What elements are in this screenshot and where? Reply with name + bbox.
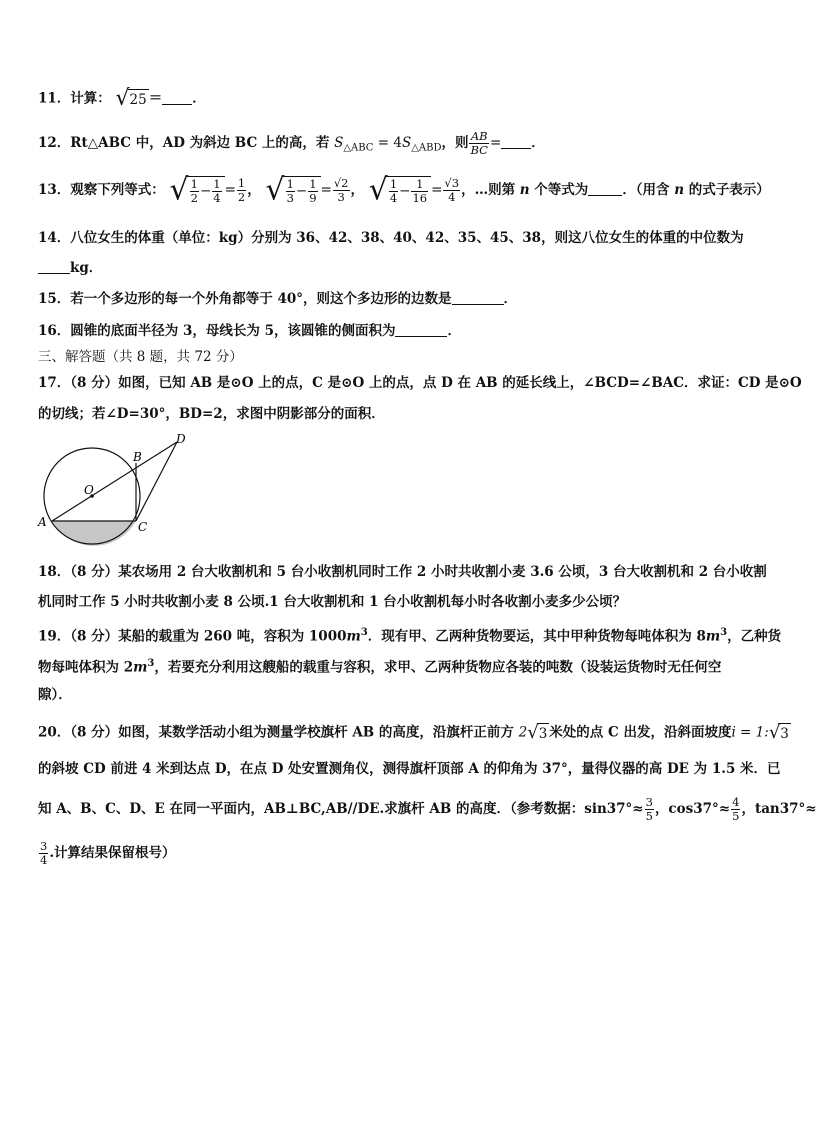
q13-tail2: 个等式为 — [529, 182, 589, 198]
q12-eq2: = — [489, 135, 502, 151]
q13-e3-r-num: √3 — [444, 176, 460, 190]
q13-e2-r-num: √2 — [333, 176, 349, 190]
q19-line1b: ．现有甲、乙两种货物要运，其中甲种货物每吨体积为 8 — [367, 628, 706, 645]
q17-figure — [30, 430, 200, 552]
q12-end: ． — [531, 135, 545, 151]
q12-blank — [501, 134, 531, 149]
question-17-line2: 的切线；若∠D=30°，BD=2，求图中阴影部分的面积． — [38, 406, 385, 422]
q19-sup1: 3 — [360, 627, 368, 638]
label-a: A — [38, 515, 47, 529]
q16-end: ． — [447, 323, 461, 339]
q19-line2a: 物每吨体积为 2 — [38, 659, 134, 676]
q20-rad1: 3 — [537, 723, 550, 743]
q13-tail4: 的式子表示） — [684, 182, 770, 198]
q20-cos-num: 4 — [732, 795, 740, 809]
q12-s-abd-sub: △ABD — [411, 142, 442, 154]
q20-line1b: 米处的点 C 出发，沿斜面坡度 — [549, 724, 732, 741]
q20-cos-den: 5 — [732, 809, 740, 823]
q11-eq: ＝ — [148, 90, 163, 107]
question-20-line3 — [38, 796, 817, 823]
q13-eq3-sqrt: √ $\frac{1}{4}$ − $\frac{1}{16}$ — [369, 176, 431, 205]
q12-s-abc-sub: △ABC — [343, 142, 374, 154]
q19-line1a: 19．（8 分）某船的载重为 260 吨，容积为 1000 — [38, 628, 347, 645]
q12-s-abd: S — [401, 135, 412, 151]
question-20-line1: 20．（8 分）如图，某数学活动小组为测量学校旗杆 AB 的高度，沿旗杆正前方 2√3 米处的点 C 出发，沿斜面坡度i = 1:√3 — [38, 722, 789, 743]
q13-lead: 观察下列等式： — [70, 182, 165, 198]
q20-line1a: 20．（8 分）如图，某数学活动小组为测量学校旗杆 AB 的高度，沿旗杆正前方 — [38, 724, 519, 741]
question-18-line1: 18．（8 分）某农场用 2 台大收割机和 5 台小收割机同时工作 2 小时共收割小麦 3.6 公顷，3 台大收割机和 2 台小收割 — [38, 564, 767, 580]
q20-tan-num: 3 — [40, 839, 48, 853]
question-16 — [38, 322, 461, 340]
q13-tail1: ，…则第 — [461, 182, 520, 198]
q13-var2: n — [674, 182, 685, 198]
q16-text: 16．圆锥的底面半径为 3，母线长为 5，该圆锥的侧面积为 — [38, 323, 396, 339]
section-3-heading: 三、解答题（共 8 题，共 72 分） — [38, 349, 243, 365]
label-c: C — [138, 520, 148, 534]
q13-number: 13． — [38, 182, 71, 198]
q11-end: ． — [192, 90, 206, 107]
q13-tail3: ．（用含 — [622, 182, 675, 198]
question-15 — [38, 290, 517, 308]
question-17-line1: 17．（8 分）如图，已知 AB 是⊙O 上的点，C 是⊙O 上的点，点 D 在 AB 的延长线上，∠BCD=∠BAC．求证：CD 是⊙O — [38, 375, 802, 391]
q13-e1-b-num: 1 — [213, 177, 221, 191]
q19-sup3: 3 — [147, 658, 155, 669]
question-20-line4 — [38, 840, 176, 867]
q20-sin-num: 3 — [645, 795, 653, 809]
q19-line2b: ，若要充分利用这艘船的载重与容积，求甲、乙两种货物应各装的吨数（设装运货物时无任何空 — [154, 659, 722, 676]
q19-unit3: m — [133, 659, 148, 676]
q20-line3a: 知 A、B、C、D、E 在同一平面内，AB⊥BC,AB//DE.求旗杆 AB 的高度．（参考数据：sin37°≈ — [38, 801, 644, 817]
q15-blank — [452, 290, 504, 305]
q13-e3-b-num: 1 — [411, 178, 428, 192]
q13-var: n — [519, 182, 530, 198]
q11-sqrt: √25 — [115, 86, 147, 111]
q19-sup2: 3 — [720, 627, 728, 638]
q13-e2-a-num: 1 — [286, 177, 294, 191]
q13-e2-r-den: 3 — [337, 190, 345, 204]
label-b: B — [133, 450, 142, 464]
q12-s-abc: S — [334, 135, 344, 151]
q12-text1: Rt△ABC 中，AD 为斜边 BC 上的高，若 — [70, 135, 335, 151]
q13-e1-r-num: 1 — [237, 176, 246, 190]
question-12 — [38, 130, 545, 158]
label-d: D — [176, 432, 186, 446]
q13-e1-a-num: 1 — [190, 177, 198, 191]
q13-e3-a-num: 1 — [389, 177, 398, 191]
question-13: 13．观察下列等式： √ $\frac{1}{2}$ − $\frac{1}{4}$ = $\frac{1}{2}$ ， √ $\frac{1}{3}$ − $\frac{1}{9}$ = $\frac{√2}{3}$ ， √ $\frac{1}{4}$ − $\frac{1}{16}$ = $\frac{√3}{4}$ ，…则第 n 个等式为 ．（用含 n 的式子表示） — [38, 172, 770, 208]
q13-eq2-sqrt: √ $\frac{1}{3}$ − $\frac{1}{9}$ — [265, 176, 320, 205]
q20-slope: i = 1: — [731, 724, 769, 741]
q12-frac-den: BC — [470, 143, 488, 157]
line-cd — [136, 442, 177, 521]
q13-e1-b-den: 4 — [213, 191, 221, 205]
q11-number: 11． — [38, 90, 71, 107]
question-19-line2 — [38, 655, 721, 677]
q20-coef: 2 — [518, 724, 528, 741]
q13-e1-r-den: 2 — [237, 190, 246, 204]
q13-e3-a-den: 4 — [389, 191, 398, 205]
q20-sin-den: 5 — [645, 809, 653, 823]
q11-blank — [162, 90, 192, 105]
q13-e2-b-den: 9 — [309, 191, 317, 205]
question-19-line3: 隙）． — [38, 687, 72, 703]
question-14-line1: 14．八位女生的体重（单位：kg）分别为 36、42、38、40、42、35、45、38，则这八位女生的体重的中位数为 — [38, 230, 744, 246]
question-19-line1 — [38, 624, 781, 646]
q11-lead: 计算： — [70, 90, 111, 107]
q19-unit2: m — [705, 628, 721, 645]
q13-e3-b-den: 16 — [412, 191, 428, 205]
question-14-line2 — [38, 259, 102, 277]
q13-e2-a-den: 3 — [286, 191, 294, 205]
q13-e1-a-den: 2 — [190, 191, 198, 205]
shaded-segment — [52, 521, 136, 546]
question-18-line2: 机同时工作 5 小时共收割小麦 8 公顷.1 台大收割机和 1 台小收割机每小时各收割小麦多少公顷？ — [38, 594, 627, 610]
q13-blank — [588, 181, 622, 196]
q13-eq1-sqrt: √ $\frac{1}{2}$ − $\frac{1}{4}$ — [170, 176, 225, 205]
q20-tan-den: 4 — [40, 853, 48, 867]
q20-rad2: 3 — [778, 723, 791, 743]
q19-unit1: m — [346, 628, 361, 645]
q12-text2: ，则 — [441, 135, 469, 151]
q14-unit: kg． — [70, 260, 103, 276]
q12-frac-num: AB — [470, 129, 488, 143]
q13-e3-r-den: 4 — [448, 190, 456, 204]
q20-line3b: ，cos37°≈ — [654, 801, 731, 817]
q12-number: 12． — [38, 135, 71, 151]
q12-fraction — [469, 130, 488, 157]
q13-e2-b-num: 1 — [309, 177, 317, 191]
label-o: O — [84, 483, 94, 497]
q20-line3c: ，tan37°≈ — [741, 801, 817, 817]
q11-radicand: 25 — [128, 89, 149, 109]
q15-end: ． — [503, 291, 518, 307]
q14-blank — [38, 259, 70, 274]
question-20-line2: 的斜坡 CD 前进 4 米到达点 D，在点 D 处安置测角仪，测得旗杆顶部 A 的仰角为 37°，量得仪器的高 DE 为 1.5 米．已 — [38, 761, 781, 777]
question-11 — [38, 88, 206, 110]
q20-line4: .计算结果保留根号） — [49, 845, 176, 861]
q12-eq: = 4 — [373, 135, 402, 151]
q15-text: 15．若一个多边形的每一个外角都等于 40°，则这个多边形的边数是 — [38, 291, 452, 307]
q16-blank — [395, 322, 447, 337]
q19-line1c: ，乙种货 — [727, 628, 782, 645]
